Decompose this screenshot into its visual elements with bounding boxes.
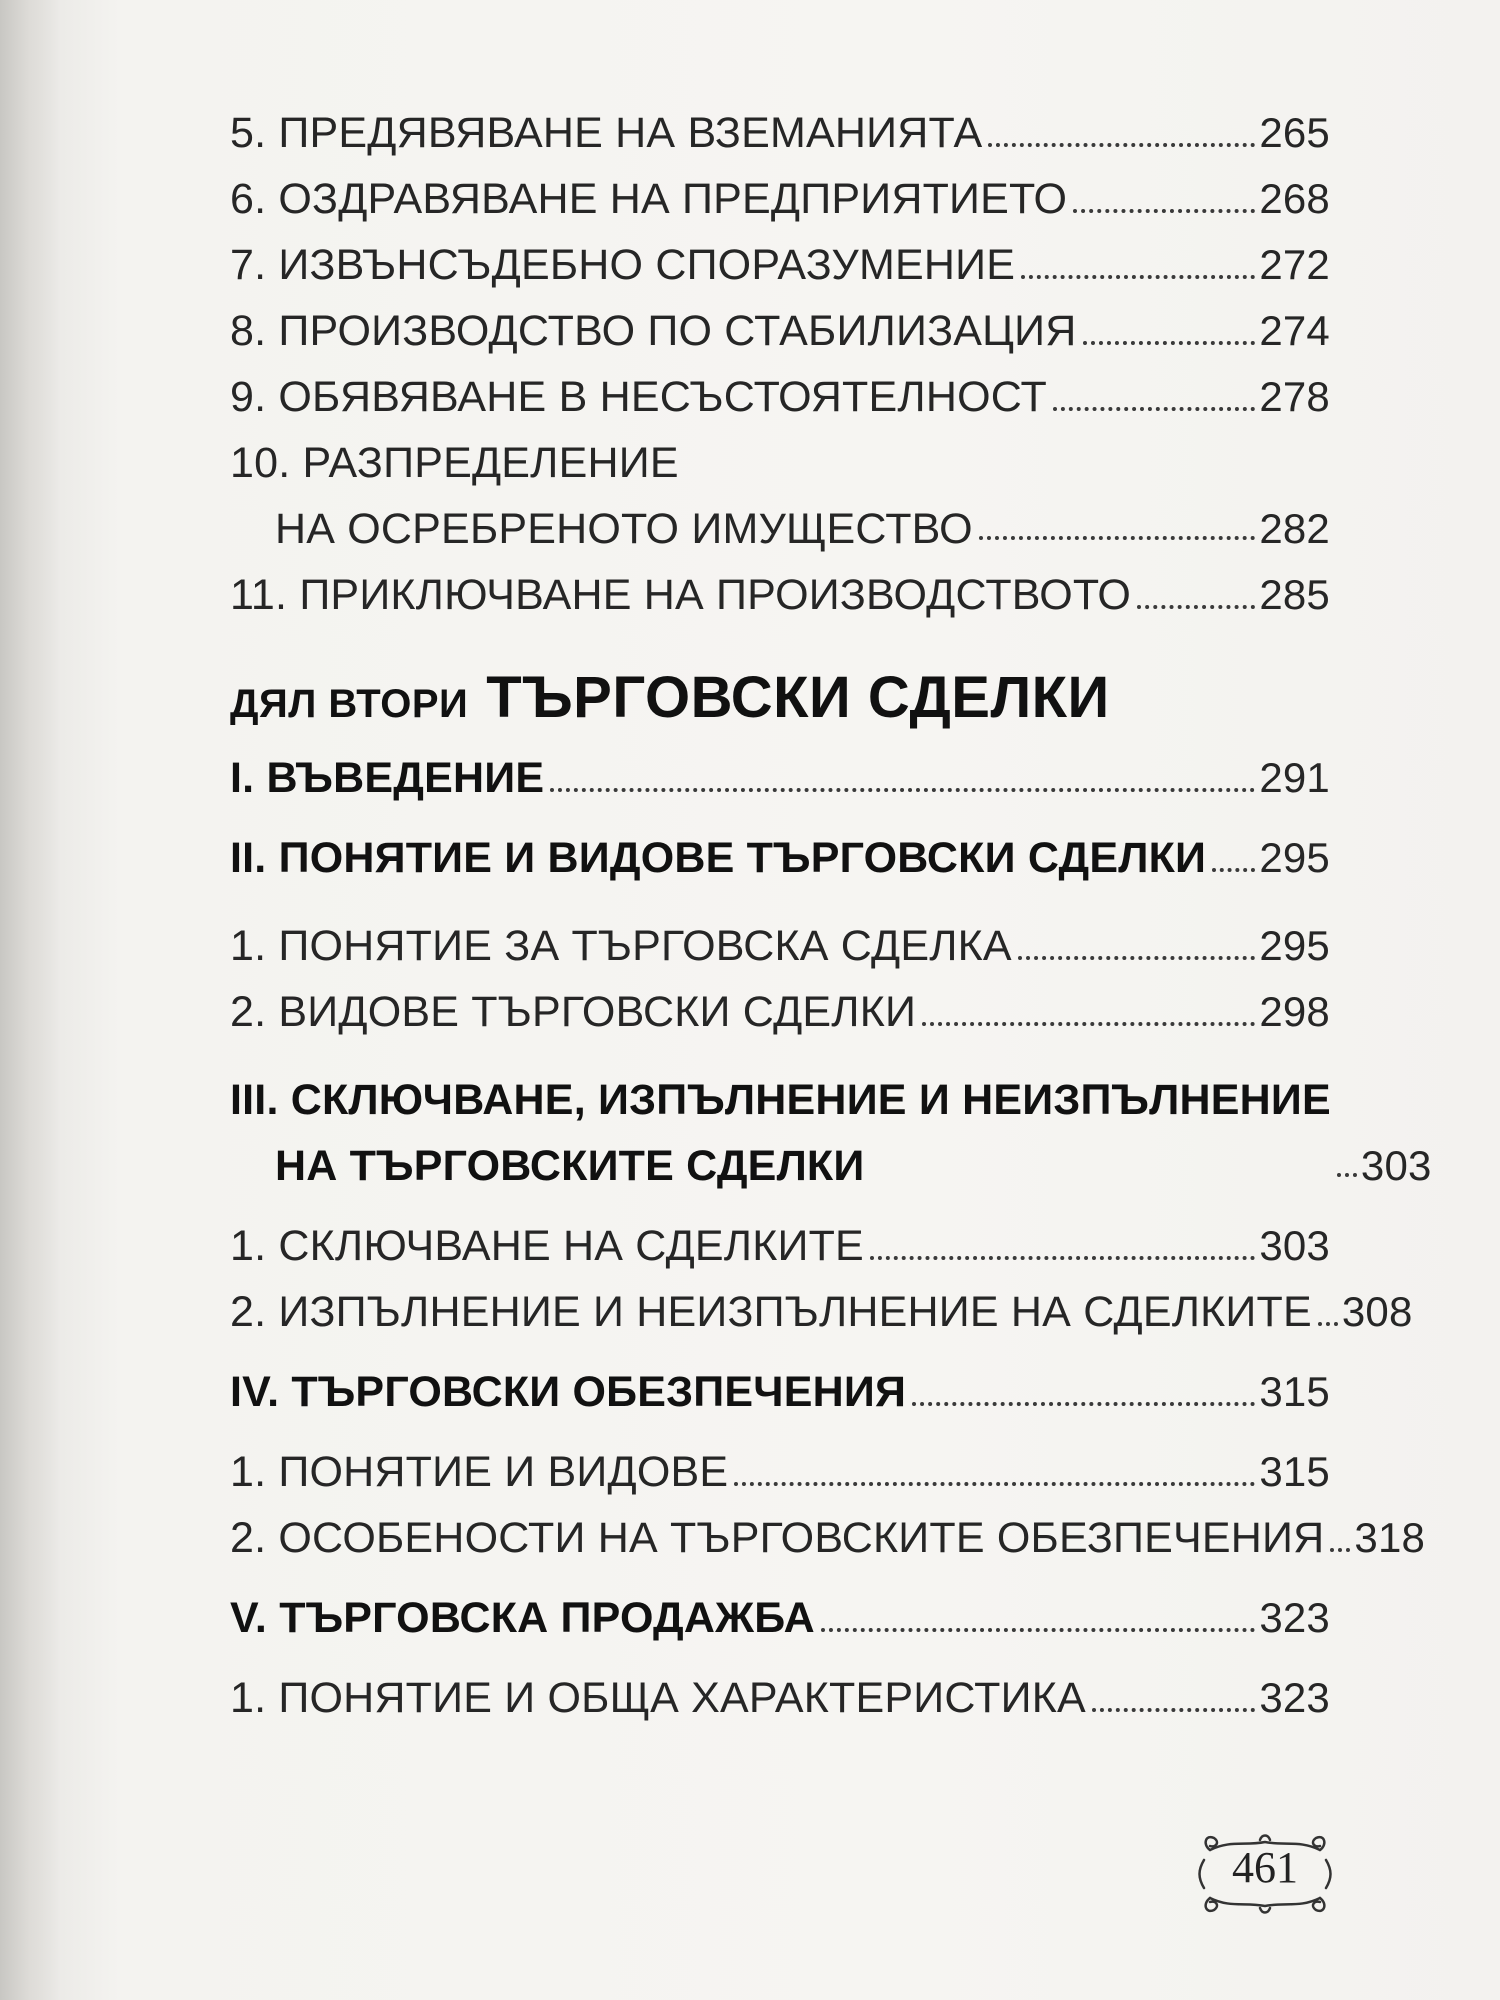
toc-entry-page: 265 (1259, 109, 1330, 156)
toc-entry (230, 430, 1330, 562)
toc-entry-page: 285 (1259, 571, 1330, 618)
toc-section-page: 323 (1259, 1594, 1330, 1641)
toc-entry-title: 1. ПОНЯТИЕ ЗА ТЪРГОВСКА СДЕЛКА (230, 922, 1012, 970)
toc-entry-page: 295 (1259, 922, 1330, 969)
toc-entry (230, 1439, 1330, 1505)
dot-leader (1083, 341, 1256, 345)
part-label: ДЯЛ ВТОРИ (230, 682, 469, 726)
page-number: 461 (1232, 1843, 1298, 1892)
toc-entry-page: 268 (1259, 175, 1330, 222)
dot-leader (1212, 868, 1255, 872)
toc-entry-page: 272 (1259, 241, 1330, 288)
toc-section-title-line1: III. СКЛЮЧВАНЕ, ИЗПЪЛНЕНИЕ И НЕИЗПЪЛНЕНИЕ (230, 1076, 1331, 1124)
toc-section-page: 295 (1259, 834, 1330, 881)
toc-entry-page: 315 (1259, 1448, 1330, 1495)
toc-entry-title: 5. ПРЕДЯВЯВАНЕ НА ВЗЕМАНИЯТА (230, 109, 983, 157)
toc-entry-page: 278 (1259, 373, 1330, 420)
toc-section-title: II. ПОНЯТИЕ И ВИДОВЕ ТЪРГОВСКИ СДЕЛКИ (230, 834, 1207, 882)
toc-section (230, 745, 1330, 811)
toc-entry-title: 2. ОСОБЕНОСТИ НА ТЪРГОВСКИТЕ ОБЕЗПЕЧЕНИЯ (230, 1514, 1325, 1562)
dot-leader (550, 788, 1255, 792)
toc-entry-page: 298 (1259, 988, 1330, 1035)
toc-entry-title: 11. ПРИКЛЮЧВАНЕ НА ПРОИЗВОДСТВОТО (230, 571, 1132, 619)
toc-entry (230, 562, 1330, 628)
toc-section-title: IV. ТЪРГОВСКИ ОБЕЗПЕЧЕНИЯ (230, 1368, 907, 1416)
toc-entry (230, 1665, 1330, 1731)
toc-entry-page: 308 (1341, 1288, 1413, 1335)
toc-entry-title: 2. ВИДОВЕ ТЪРГОВСКИ СДЕЛКИ (230, 988, 917, 1036)
dot-leader (734, 1482, 1255, 1486)
toc-entry-title (230, 430, 973, 562)
table-of-contents (230, 100, 1432, 1731)
toc-entry-page: 282 (1259, 505, 1330, 552)
dot-leader (979, 536, 1256, 540)
binding-gutter (0, 0, 60, 2000)
toc-entry-title: 6. ОЗДРАВЯВАНЕ НА ПРЕДПРИЯТИЕТО (230, 175, 1068, 223)
dot-leader (988, 143, 1255, 147)
toc-entry-page: 323 (1259, 1674, 1330, 1721)
toc-entry (230, 1213, 1330, 1279)
toc-section (230, 825, 1330, 891)
toc-entry (230, 913, 1330, 979)
toc-section-title: I. ВЪВЕДЕНИЕ (230, 754, 545, 802)
toc-entry-title: 1. ПОНЯТИЕ И ОБЩА ХАРАКТЕРИСТИКА (230, 1674, 1086, 1722)
toc-section-title (230, 1067, 1331, 1199)
dot-leader (912, 1402, 1255, 1406)
toc-entry-title: 8. ПРОИЗВОДСТВО ПО СТАБИЛИЗАЦИЯ (230, 307, 1077, 355)
toc-entry (230, 979, 1330, 1045)
toc-entry (230, 100, 1330, 166)
toc-entry-title: 1. ПОНЯТИЕ И ВИДОВЕ (230, 1448, 729, 1496)
dot-leader (1021, 275, 1255, 279)
toc-entry-page: 318 (1354, 1514, 1426, 1561)
dot-leader (922, 1022, 1255, 1026)
dot-leader (1073, 209, 1255, 213)
toc-section-title-line2: НА ТЪРГОВСКИТЕ СДЕЛКИ (275, 1142, 865, 1190)
toc-entry (230, 298, 1330, 364)
toc-entry (230, 166, 1330, 232)
toc-entry-title: 2. ИЗПЪЛНЕНИЕ И НЕИЗПЪЛНЕНИЕ НА СДЕЛКИТЕ (230, 1288, 1312, 1336)
dot-leader (1053, 407, 1255, 411)
dot-leader (1318, 1322, 1338, 1326)
toc-section (230, 1359, 1330, 1425)
toc-entry (230, 364, 1330, 430)
toc-entry-title-line1: 10. РАЗПРЕДЕЛЕНИЕ (230, 439, 679, 487)
page-number-ornament (1190, 1820, 1340, 1920)
dot-leader (821, 1628, 1255, 1632)
toc-section (230, 1067, 1432, 1199)
dot-leader (1337, 1173, 1357, 1177)
toc-section-page: 303 (1360, 1142, 1432, 1189)
dot-leader (1018, 956, 1256, 960)
part-title: ТЪРГОВСКИ СДЕЛКИ (486, 665, 1110, 730)
toc-entry-title: 9. ОБЯВЯВАНЕ В НЕСЪСТОЯТЕЛНОСТ (230, 373, 1048, 421)
toc-entry (230, 1505, 1426, 1571)
toc-entry-page: 274 (1259, 307, 1330, 354)
part-heading (230, 664, 1330, 731)
toc-entry-title: 1. СКЛЮЧВАНЕ НА СДЕЛКИТЕ (230, 1222, 864, 1270)
toc-entry (230, 1279, 1413, 1345)
toc-section (230, 1585, 1330, 1651)
toc-section-title: V. ТЪРГОВСКА ПРОДАЖБА (230, 1594, 815, 1642)
toc-entry-title-line2: НА ОСРЕБРЕНОТО ИМУЩЕСТВО (275, 505, 973, 553)
dot-leader (1137, 605, 1255, 609)
toc-section-page: 315 (1259, 1368, 1330, 1415)
toc-entry (230, 232, 1330, 298)
dot-leader (870, 1256, 1255, 1260)
toc-section-page: 291 (1259, 754, 1330, 801)
dot-leader (1330, 1548, 1350, 1552)
dot-leader (1092, 1708, 1255, 1712)
toc-entry-page: 303 (1259, 1222, 1330, 1269)
toc-entry-title: 7. ИЗВЪНСЪДЕБНО СПОРАЗУМЕНИЕ (230, 241, 1016, 289)
